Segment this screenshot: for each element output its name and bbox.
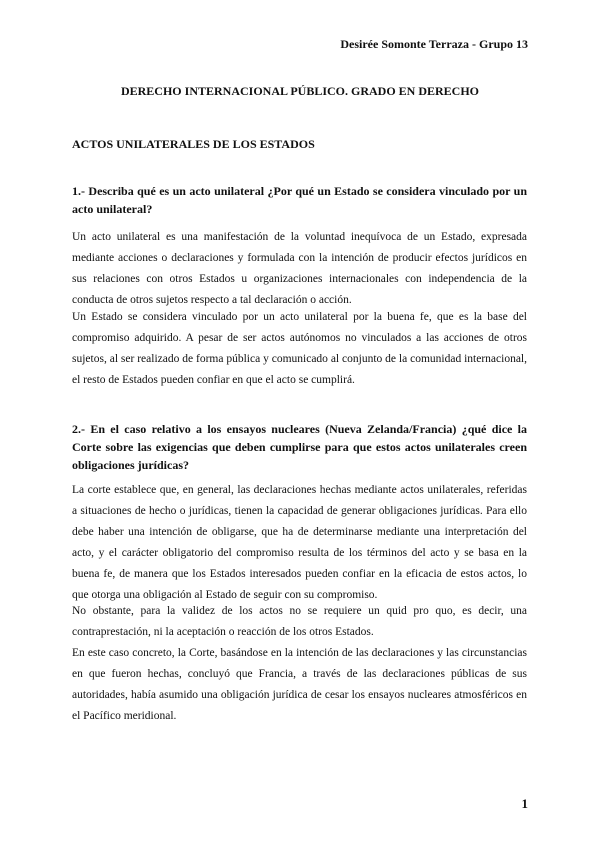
answer-2-paragraph-3: En este caso concreto, la Corte, basándose en la intención de las declaraciones y las circunstancias en que fueron hechas, concluyó que Francia, a través de las declaraciones públicas de sus autoridades, había asumido una obligación jurídica de cesar los ensayos nucleares atmosféricos en el Pacífico meridional. xyxy=(72,647,527,722)
question-1: 1.- Describa qué es un acto unilateral ¿Por qué un Estado se considera vinculado por un acto unilateral? xyxy=(72,184,527,216)
answer-1-paragraph-1: Un acto unilateral es una manifestación de la voluntad inequívoca de un Estado, expresada mediante acciones o declaraciones y formulada con la intención de producir efectos jurídicos en sus relaciones con otros Estados u organizaciones internacionales con independencia de la conducta de otros sujetos respecto a tal declaración o acción. xyxy=(72,231,527,306)
answer-2-paragraph-2: No obstante, para la validez de los actos no se requiere un quid pro quo, es decir, una contraprestación, ni la aceptación o reacción de los otros Estados. xyxy=(72,605,527,638)
page-number: 1 xyxy=(521,796,528,811)
section-title: ACTOS UNILATERALES DE LOS ESTADOS xyxy=(72,137,315,151)
answer-1-paragraph-2: Un Estado se considera vinculado por un acto unilateral por la buena fe, que es la base del compromiso adquirido. A pesar de ser actos autónomos no vinculados a las acciones de otros sujetos, al ser realizado de forma pública y comunicado al conjunto de la comunidad internacional, el resto de Estados pueden confiar en que el acto se cumplirá. xyxy=(72,311,527,386)
question-2: 2.- En el caso relativo a los ensayos nucleares (Nueva Zelanda/Francia) ¿qué dice la Corte sobre las exigencias que deben cumplirse para que estos actos unilaterales creen obligaciones jurídicas? xyxy=(72,422,527,472)
page-header-author: Desirée Somonte Terraza - Grupo 13 xyxy=(340,37,528,51)
answer-2-paragraph-1: La corte establece que, en general, las declaraciones hechas mediante actos unilaterales, referidas a situaciones de hecho o jurídicas, tienen la capacidad de generar obligaciones jurídicas. Para ello debe haber una intención de obligarse, que ha de determinarse mediante una interpretación del acto, y el carácter obligatorio del compromiso resulta de los términos del acto y se basa en la buena fe, de manera que los Estados interesados pueden confiar en la eficacia de estos actos, lo que otorga una obligación al Estado de seguir con su compromiso. xyxy=(72,484,527,601)
document-title: DERECHO INTERNACIONAL PÚBLICO. GRADO EN DERECHO xyxy=(120,84,480,98)
